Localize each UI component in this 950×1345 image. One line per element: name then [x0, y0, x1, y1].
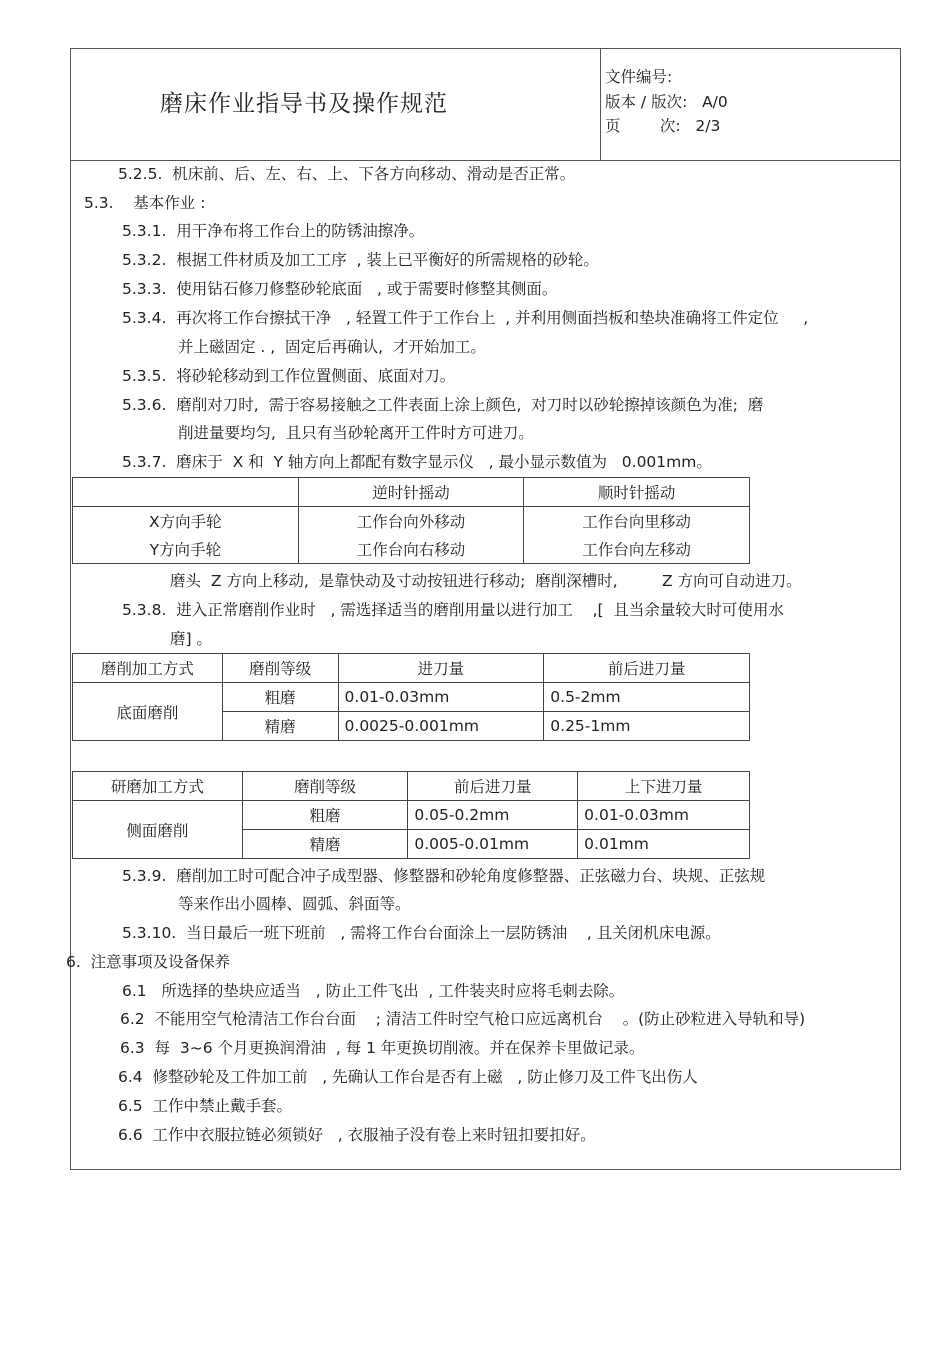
side-grinding-table: [72, 771, 750, 859]
item-6-2: 6.2 不能用空气枪清洁工作台台面 ; 清洁工件时空气枪口应远离机台 。(防止砂粒进入导轨和导): [120, 1010, 806, 1028]
item-5-3-2: 5.3.2. 根据工件材质及加工工序 , 装上已平衡好的所需规格的砂轮。: [122, 251, 599, 269]
table-header-cell: 顺时针摇动: [524, 478, 750, 507]
table-cell: 粗磨: [222, 683, 338, 712]
table-cell: 0.0025-0.001mm: [338, 712, 544, 741]
table-cell: 0.05-0.2mm: [408, 801, 578, 830]
item-5-3-8: 5.3.8. 进入正常磨削作业时 , 需选择适当的磨削用量以进行加工 ,[ 且当余量较大时可使用水: [122, 601, 784, 619]
table-cell: 0.01-0.03mm: [578, 801, 750, 830]
table-header-cell: 磨削等级: [222, 654, 338, 683]
table-cell-method: 侧面磨削: [73, 801, 243, 859]
table-cell: Y方向手轮: [73, 535, 299, 564]
table-header-cell: 前后进刀量: [408, 772, 578, 801]
table-cell: 0.01mm: [578, 830, 750, 859]
item-5-3-9-cont: 等来作出小圆棒、圆弧、斜面等。: [178, 895, 411, 913]
item-5-3-6: 5.3.6. 磨削对刀时, 需于容易接触之工件表面上涂上颜色, 对刀时以砂轮擦掉该颜色为准; 磨: [122, 396, 764, 414]
item-6-1: 6.1 所选择的垫块应适当 , 防止工件飞出 , 工件装夹时应将毛刺去除。: [122, 982, 625, 1000]
section-5-3-heading: 5.3. 基本作业 :: [84, 194, 206, 212]
table-cell: X方向手轮: [73, 507, 299, 536]
section-6-heading: 6. 注意事项及设备保养: [66, 953, 231, 971]
table-cell: 工作台向左移动: [524, 535, 750, 564]
item-5-3-7: 5.3.7. 磨床于 X 和 Y 轴方向上都配有数字显示仪 , 最小显示数值为 0.001mm。: [122, 453, 712, 471]
table-cell: 0.01-0.03mm: [338, 683, 544, 712]
version-label: 版本 / 版次: A/0: [605, 92, 728, 111]
table-header-cell: 上下进刀量: [578, 772, 750, 801]
document-title: 磨床作业指导书及操作规范: [160, 91, 448, 117]
item-5-3-1: 5.3.1. 用干净布将工作台上的防锈油擦净。: [122, 222, 425, 240]
item-5-3-5: 5.3.5. 将砂轮移动到工作位置侧面、底面对刀。: [122, 367, 456, 385]
table-cell: 精磨: [222, 712, 338, 741]
table-header-cell: 进刀量: [338, 654, 544, 683]
document-meta: [600, 48, 901, 161]
table-cell: 工作台向外移动: [298, 507, 524, 536]
item-5-3-4-cont: 并上磁固定 . , 固定后再确认, 才开始加工。: [178, 338, 486, 356]
table-header-cell: 前后进刀量: [544, 654, 750, 683]
item-6-6: 6.6 工作中衣服拉链必须锁好 , 衣服袖子没有卷上来时钮扣要扣好。: [118, 1126, 596, 1144]
table-cell: 工作台向里移动: [524, 507, 750, 536]
bottom-grinding-table: [72, 653, 750, 741]
page-label: 页 次: 2/3: [605, 117, 721, 135]
item-6-5: 6.5 工作中禁止戴手套。: [118, 1097, 293, 1115]
item-5-3-9: 5.3.9. 磨削加工时可配合冲子成型器、修整器和砂轮角度修整器、正弦磁力台、块规、正弦规: [122, 867, 766, 885]
item-5-3-6-cont: 削进量要均匀, 且只有当砂轮离开工件时方可进刀。: [178, 424, 534, 442]
table-header-cell: 研磨加工方式: [73, 772, 243, 801]
handwheel-table: [72, 477, 750, 564]
table-cell: 精磨: [242, 830, 408, 859]
table-cell: 粗磨: [242, 801, 408, 830]
table-cell: 工作台向右移动: [298, 535, 524, 564]
table-cell: 0.5-2mm: [544, 683, 750, 712]
z-axis-note: 磨头 Z 方向上移动, 是靠快动及寸动按钮进行移动; 磨削深槽时, Z 方向可自动进刀。: [170, 572, 802, 590]
table-cell: 0.25-1mm: [544, 712, 750, 741]
table-header-cell: [73, 478, 299, 507]
item-5-3-8-cont: 磨] 。: [170, 630, 212, 648]
document-header: [70, 48, 901, 161]
item-5-2-5: 5.2.5. 机床前、后、左、右、上、下各方向移动、滑动是否正常。: [118, 165, 576, 183]
item-5-3-10: 5.3.10. 当日最后一班下班前 , 需将工作台台面涂上一层防锈油 , 且关闭机床电源。: [122, 924, 721, 942]
item-6-3: 6.3 每 3~6 个月更换润滑油 , 每 1 年更换切削液。并在保养卡里做记录。: [120, 1039, 645, 1057]
table-cell: 0.005-0.01mm: [408, 830, 578, 859]
table-header-cell: 磨削等级: [242, 772, 408, 801]
item-5-3-3: 5.3.3. 使用钻石修刀修整砂轮底面 , 或于需要时修整其侧面。: [122, 280, 558, 298]
item-6-4: 6.4 修整砂轮及工件加工前 , 先确认工作台是否有上磁 , 防止修刀及工件飞出伤人: [118, 1068, 698, 1086]
doc-number-label: 文件编号:: [605, 68, 673, 86]
table-header-cell: 逆时针摇动: [298, 478, 524, 507]
table-header-cell: 磨削加工方式: [73, 654, 223, 683]
table-cell-method: 底面磨削: [73, 683, 223, 741]
item-5-3-4: 5.3.4. 再次将工作台擦拭干净 , 轻置工件于工作台上 , 并利用侧面挡板和垫块准确将工件定位 ,: [122, 309, 809, 327]
